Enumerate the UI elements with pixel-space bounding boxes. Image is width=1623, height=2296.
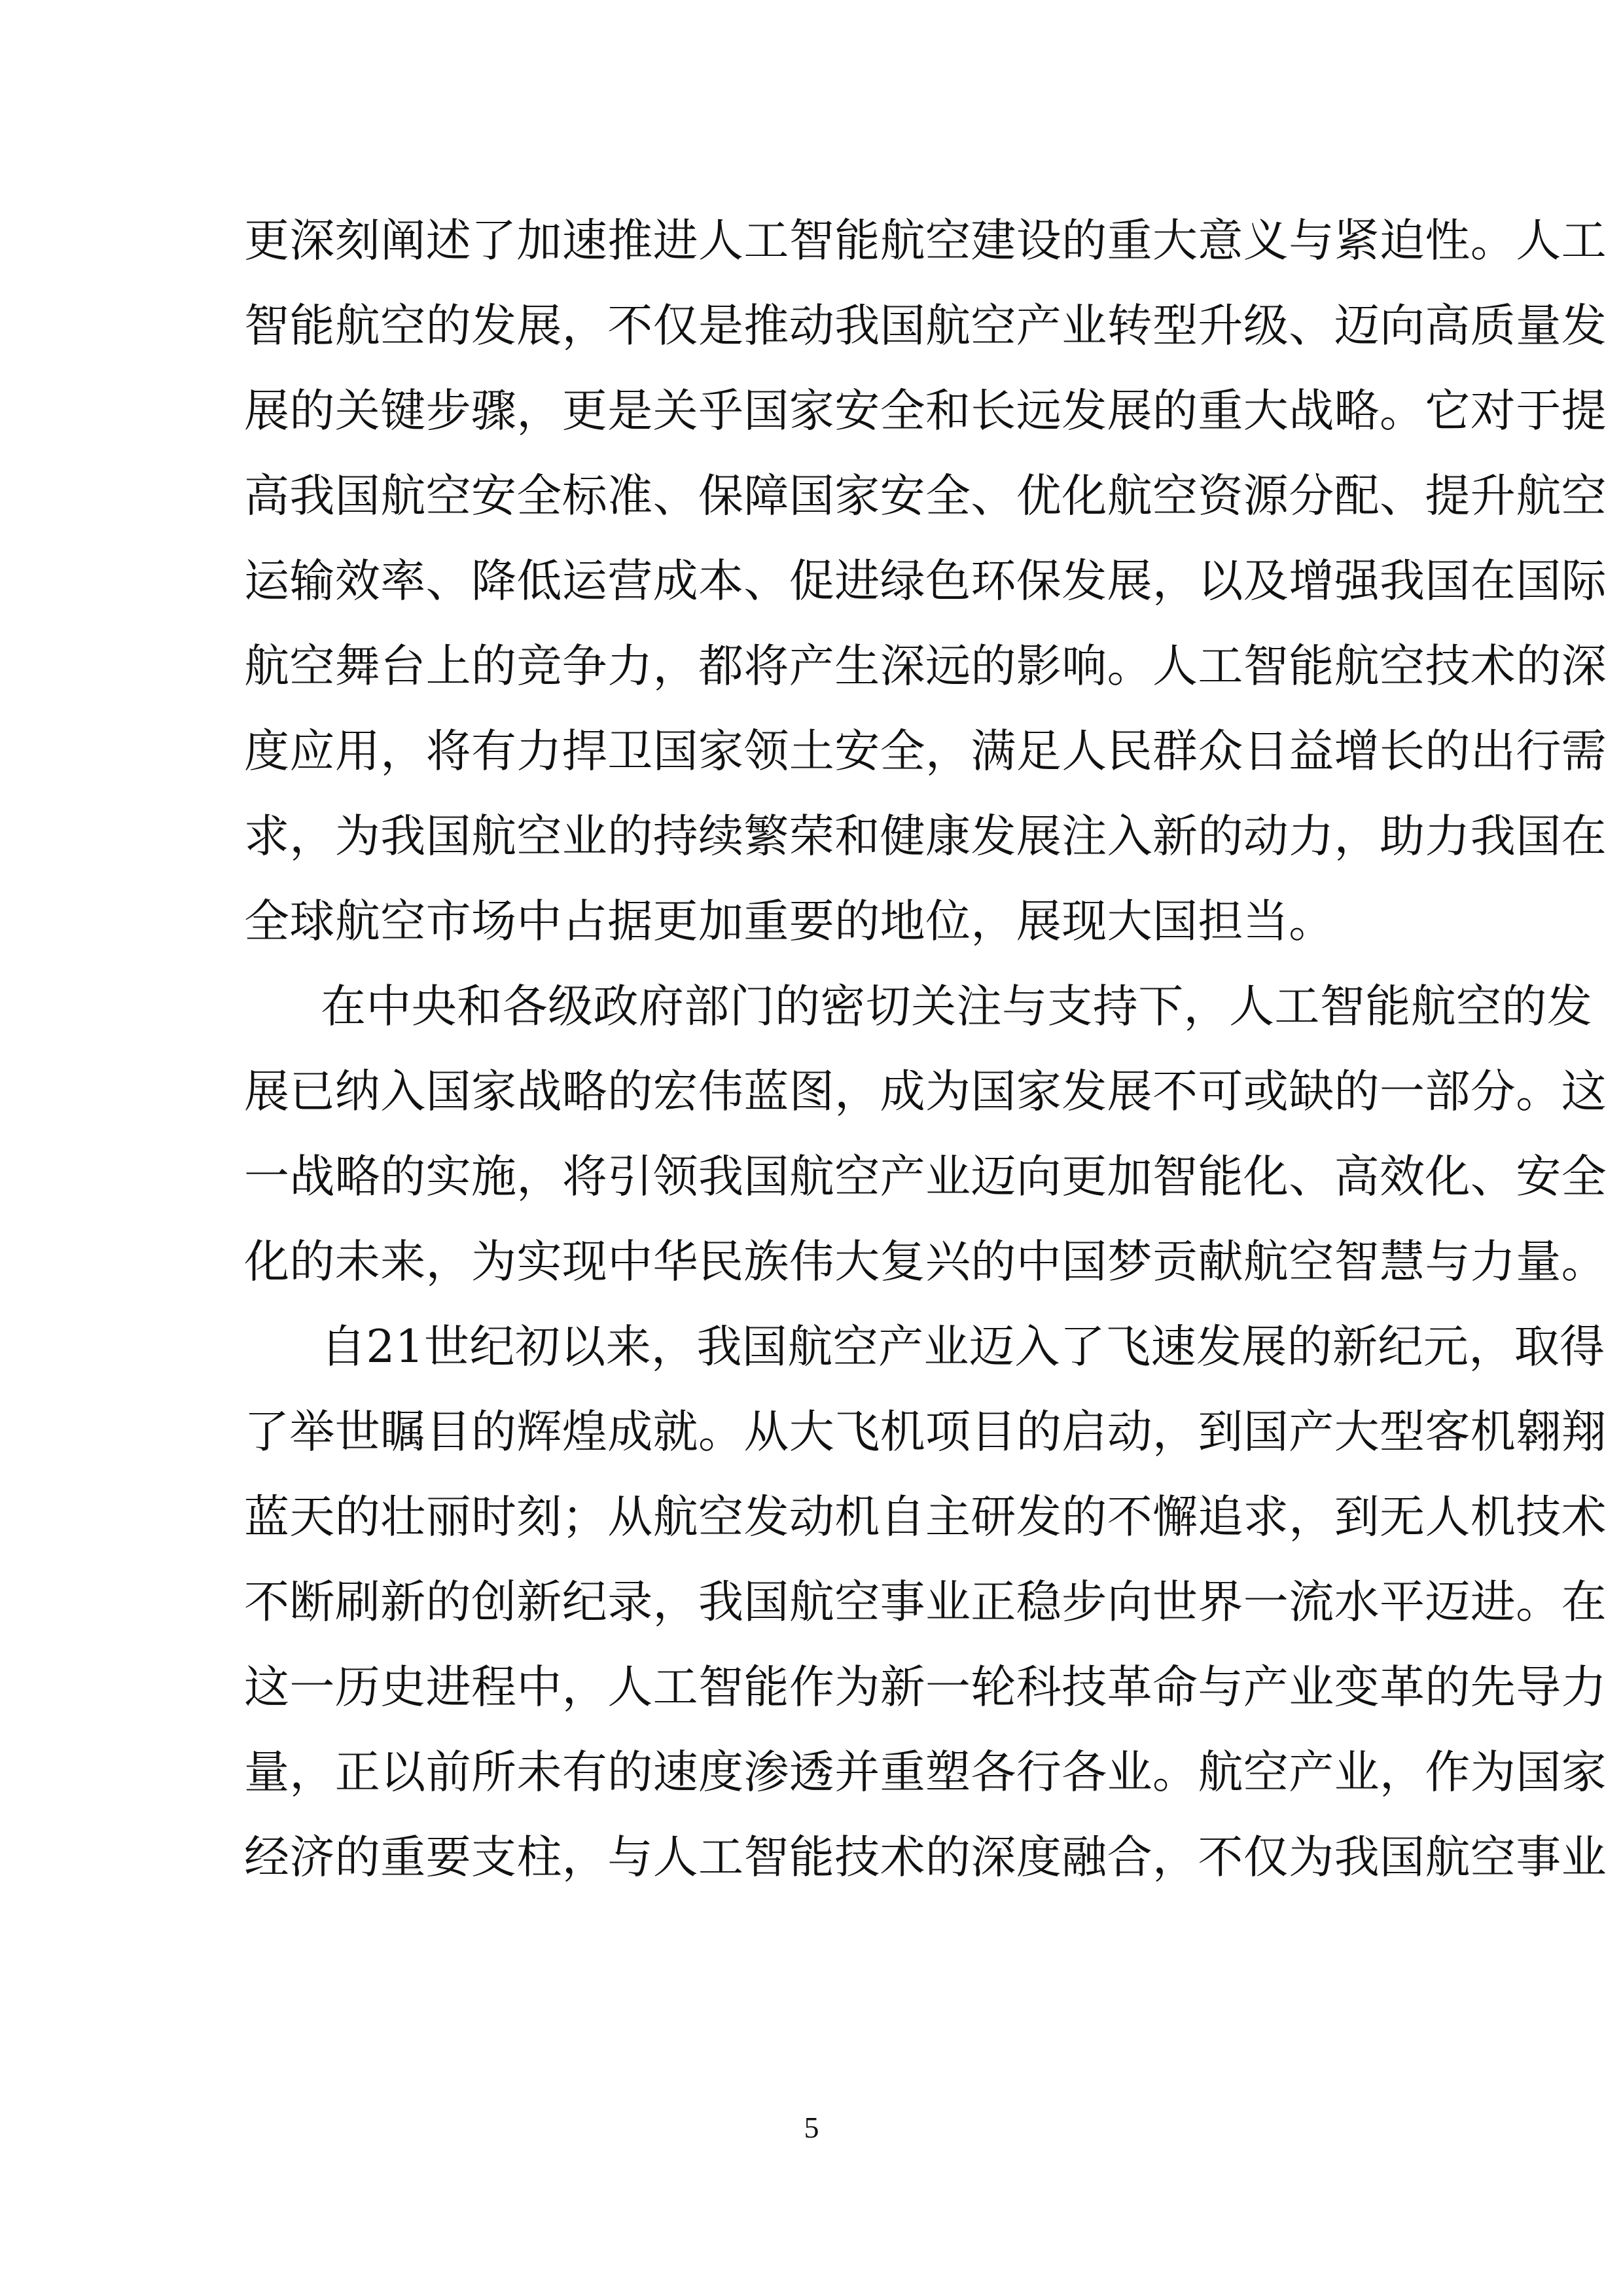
text-line: 高我国航空安全标准、保障国家安全、优化航空资源分配、提升航空 (244, 470, 1607, 522)
text-line: 一战略的实施，将引领我国航空产业迈向更加智能化、高效化、安全 (244, 1151, 1607, 1203)
text-line: 自21世纪初以来，我国航空产业迈入了飞速发展的新纪元，取得 (321, 1321, 1605, 1373)
text-line: 蓝天的壮丽时刻；从航空发动机自主研发的不懈追求，到无人机技术 (244, 1491, 1607, 1543)
text-line: 这一历史进程中，人工智能作为新一轮科技革命与产业变革的先导力 (244, 1661, 1607, 1713)
text-line: 更深刻阐述了加速推进人工智能航空建设的重大意义与紧迫性。人工 (244, 215, 1607, 267)
text-line: 展的关键步骤，更是关乎国家安全和长远发展的重大战略。它对于提 (244, 385, 1607, 437)
text-line: 求，为我国航空业的持续繁荣和健康发展注入新的动力，助力我国在 (244, 810, 1607, 863)
text-line: 展已纳入国家战略的宏伟蓝图，成为国家发展不可或缺的一部分。这 (244, 1066, 1607, 1118)
text-line: 化的未来，为实现中华民族伟大复兴的中国梦贡献航空智慧与力量。 (244, 1236, 1607, 1288)
text-line: 了举世瞩目的辉煌成就。从大飞机项目的启动，到国产大型客机翱翔 (244, 1406, 1607, 1458)
text-line: 智能航空的发展，不仅是推动我国航空产业转型升级、迈向高质量发 (244, 300, 1607, 352)
text-line: 经济的重要支柱，与人工智能技术的深度融合，不仅为我国航空事业 (244, 1831, 1607, 1884)
page-number: 5 (804, 2111, 819, 2144)
text-line: 运输效率、降低运营成本、促进绿色环保发展，以及增强我国在国际 (244, 555, 1607, 607)
text-line: 全球航空市场中占据更加重要的地位，展现大国担当。 (244, 895, 1334, 948)
text-line: 不断刷新的创新纪录，我国航空事业正稳步向世界一流水平迈进。在 (244, 1576, 1607, 1628)
text-line: 在中央和各级政府部门的密切关注与支持下，人工智能航空的发 (321, 980, 1593, 1033)
text-line: 量，正以前所未有的速度渗透并重塑各行各业。航空产业，作为国家 (244, 1746, 1607, 1799)
text-line: 度应用，将有力捍卫国家领土安全，满足人民群众日益增长的出行需 (244, 725, 1607, 778)
text-line: 航空舞台上的竞争力，都将产生深远的影响。人工智能航空技术的深 (244, 640, 1607, 692)
